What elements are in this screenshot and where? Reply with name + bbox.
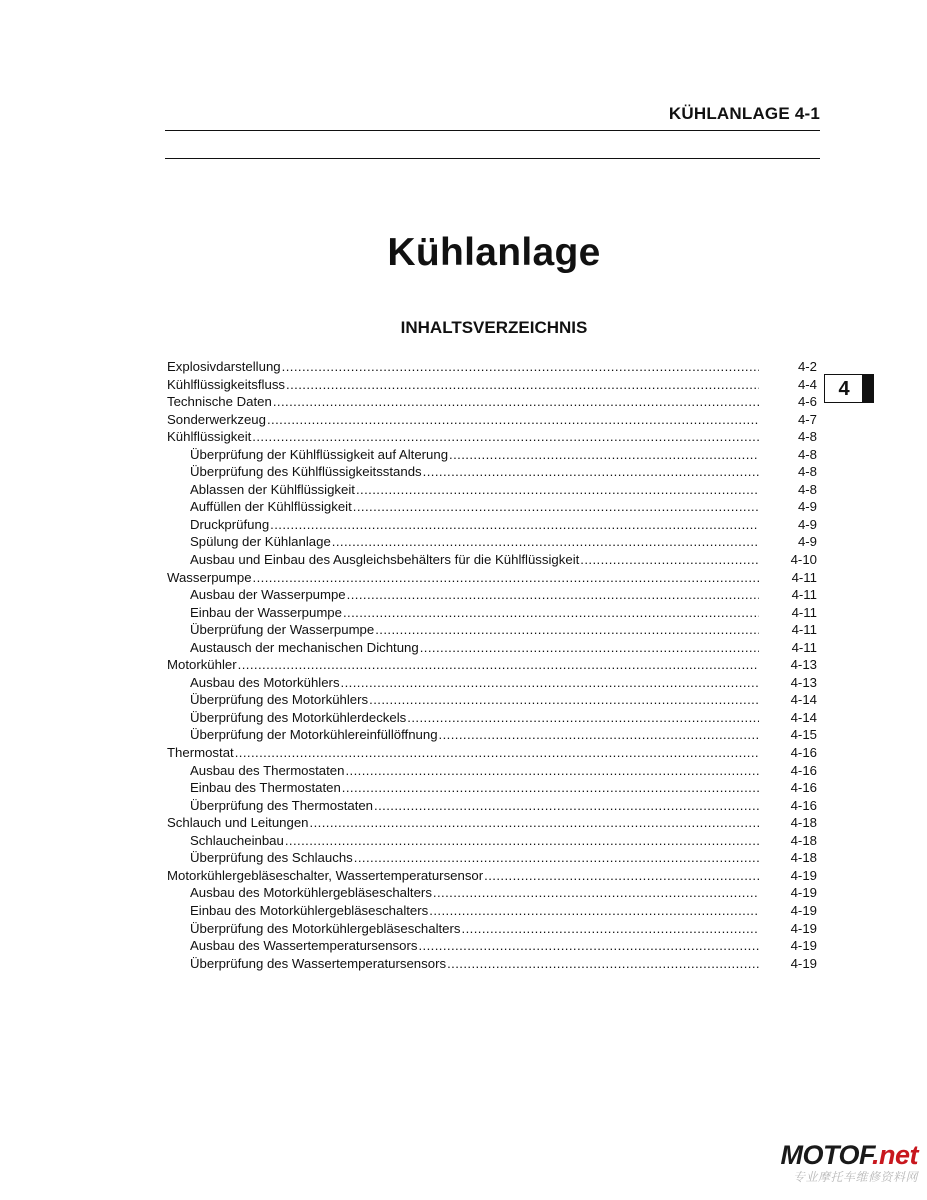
toc-entry-label: Auffüllen der Kühlflüssigkeit	[190, 499, 352, 515]
toc-entry-leader	[190, 691, 759, 709]
site-watermark	[752, 1140, 922, 1190]
toc-entry-leader	[190, 446, 759, 464]
toc-entry-label: Schlaucheinbau	[190, 832, 284, 848]
toc-entry-page: 4-11	[791, 639, 817, 655]
toc-entry-leader	[190, 551, 759, 569]
toc-entry[interactable]	[167, 639, 817, 657]
toc-entry-leader	[190, 849, 759, 867]
toc-entry-label: Einbau des Thermostaten	[190, 780, 341, 796]
toc-entry-page: 4-18	[790, 815, 817, 831]
toc-entry-page: 4-8	[797, 446, 817, 462]
toc-entry-leader	[167, 393, 759, 411]
toc-entry[interactable]	[167, 814, 817, 832]
toc-entry-label: Motorkühler	[167, 657, 237, 673]
toc-entry[interactable]	[167, 376, 817, 394]
watermark-tagline: 专业摩托车维修资料网	[792, 1170, 918, 1184]
toc-entry-leader	[190, 621, 759, 639]
chapter-tab-band	[862, 375, 873, 402]
toc-entry-label: Einbau des Motorkühlergebläseschalters	[190, 902, 429, 918]
toc-entry-leader	[167, 744, 759, 762]
toc-entry-page: 4-6	[797, 394, 817, 410]
running-header: KÜHLANLAGE 4-1	[668, 104, 820, 123]
toc-entry-page: 4-8	[797, 464, 817, 480]
toc-entry-label: Kühlflüssigkeit	[167, 429, 252, 445]
toc-entry-page: 4-14	[790, 709, 817, 725]
toc-entry-leader	[167, 358, 759, 376]
toc-entry-page: 4-9	[797, 516, 817, 532]
toc-entry-leader	[167, 376, 759, 394]
toc-entry-leader	[167, 656, 759, 674]
toc-entry-label: Ausbau des Thermostaten	[190, 762, 345, 778]
toc-entry-page: 4-19	[790, 955, 817, 971]
toc-entry-page: 4-19	[790, 938, 817, 954]
toc-entry-leader	[167, 867, 759, 885]
toc-entry-page: 4-14	[790, 692, 817, 708]
toc-entry-leader	[190, 463, 759, 481]
toc-entry-label: Explosivdarstellung	[167, 359, 281, 374]
table-of-contents	[167, 358, 817, 972]
header-rule-bottom	[165, 158, 820, 159]
toc-entry[interactable]	[167, 516, 817, 534]
toc-entry[interactable]	[167, 902, 817, 920]
toc-entry-page: 4-7	[797, 411, 817, 427]
toc-entry-leader	[190, 674, 759, 692]
watermark-logo	[780, 1140, 918, 1170]
toc-entry-label: Ausbau der Wasserpumpe	[190, 587, 346, 603]
toc-entry[interactable]	[167, 586, 817, 604]
toc-entry-leader	[190, 955, 759, 973]
toc-entry-leader	[167, 411, 759, 429]
toc-entry-page: 4-8	[797, 429, 817, 445]
toc-entry-page: 4-9	[797, 534, 817, 550]
header-rule-top	[165, 130, 820, 131]
toc-entry-leader	[190, 586, 759, 604]
toc-entry-leader	[167, 569, 759, 587]
toc-entry-leader	[190, 920, 759, 938]
toc-entry[interactable]	[167, 481, 817, 499]
toc-entry-leader	[190, 533, 759, 551]
toc-entry-label: Thermostat	[167, 745, 234, 761]
toc-entry[interactable]	[167, 446, 817, 464]
chapter-tab	[824, 374, 874, 403]
toc-entry-page: 4-11	[791, 622, 817, 638]
toc-entry-label: Überprüfung des Motorkühlerdeckels	[190, 709, 407, 725]
toc-entry-label: Überprüfung des Thermostaten	[190, 797, 374, 813]
toc-entry-page: 4-19	[790, 885, 817, 901]
toc-entry-page: 4-19	[790, 867, 817, 883]
toc-entry-label: Überprüfung des Wassertemperatursensors	[190, 955, 447, 971]
toc-entry[interactable]	[167, 849, 817, 867]
toc-entry-label: Überprüfung der Wasserpumpe	[190, 622, 375, 638]
toc-entry[interactable]	[167, 674, 817, 692]
toc-entry-label: Ausbau des Wassertemperatursensors	[190, 938, 418, 954]
toc-entry[interactable]	[167, 691, 817, 709]
toc-entry-leader	[190, 604, 759, 622]
toc-entry[interactable]	[167, 744, 817, 762]
toc-entry-leader	[167, 428, 759, 446]
toc-entry-label: Ausbau des Motorkühlergebläseschalters	[190, 885, 432, 901]
toc-entry-label: Überprüfung des Kühlflüssigkeitsstands	[190, 464, 422, 480]
toc-entry[interactable]	[167, 797, 817, 815]
toc-entry-page: 4-11	[791, 569, 817, 585]
watermark-brand-suffix: .net	[871, 1140, 918, 1170]
watermark-brand-main: MOTOF	[780, 1140, 872, 1170]
toc-entry[interactable]	[167, 533, 817, 551]
toc-entry-label: Einbau der Wasserpumpe	[190, 604, 342, 620]
toc-entry[interactable]	[167, 726, 817, 744]
toc-entry[interactable]	[167, 569, 817, 587]
toc-entry[interactable]	[167, 937, 817, 955]
toc-entry-leader	[190, 709, 759, 727]
toc-entry-label: Wasserpumpe	[167, 569, 252, 585]
toc-entry-label: Ablassen der Kühlflüssigkeit	[190, 481, 355, 497]
toc-entry[interactable]	[167, 498, 817, 516]
toc-entry-page: 4-13	[790, 674, 817, 690]
chapter-title: Kühlanlage	[387, 231, 601, 274]
toc-entry-page: 4-16	[790, 780, 817, 796]
toc-entry-label: Ausbau und Einbau des Ausgleichsbehälters für die Kühlflüssigkeit	[190, 552, 580, 568]
toc-entry[interactable]	[167, 604, 817, 622]
toc-entry-label: Überprüfung des Motorkühlergebläseschalters	[190, 920, 461, 936]
toc-entry-label: Sonderwerkzeug	[167, 411, 266, 427]
toc-entry-label: Motorkühlergebläseschalter, Wassertemperatursensor	[167, 867, 484, 883]
toc-heading: INHALTSVERZEICHNIS	[400, 318, 588, 337]
toc-entry[interactable]	[167, 762, 817, 780]
toc-entry[interactable]	[167, 656, 817, 674]
toc-entry-label: Überprüfung der Motorkühlereinfüllöffnung	[190, 727, 438, 743]
toc-entry-label: Druckprüfung	[190, 516, 270, 532]
toc-entry-leader	[190, 762, 759, 780]
toc-entry[interactable]	[167, 832, 817, 850]
toc-entry-label: Spülung der Kühlanlage	[190, 534, 331, 550]
toc-entry[interactable]	[167, 621, 817, 639]
toc-entry-label: Technische Daten	[167, 394, 272, 410]
toc-entry-label: Überprüfung des Motorkühlers	[190, 692, 369, 708]
toc-entry-page: 4-19	[790, 902, 817, 918]
toc-entry-page: 4-10	[790, 552, 817, 568]
toc-entry-leader	[190, 937, 759, 955]
toc-entry[interactable]	[167, 867, 817, 885]
toc-entry-page: 4-16	[790, 762, 817, 778]
toc-entry-label: Überprüfung des Schlauchs	[190, 850, 353, 866]
toc-entry-page: 4-18	[790, 832, 817, 848]
toc-entry-leader	[190, 832, 759, 850]
toc-entry[interactable]	[167, 884, 817, 902]
toc-entry[interactable]	[167, 428, 817, 446]
toc-entry[interactable]	[167, 709, 817, 727]
toc-entry-page: 4-19	[790, 920, 817, 936]
toc-entry-leader	[190, 516, 759, 534]
toc-entry-page: 4-18	[790, 850, 817, 866]
toc-entry[interactable]	[167, 955, 817, 973]
toc-entry-leader	[190, 902, 759, 920]
toc-entry-label: Schlauch und Leitungen	[167, 815, 309, 831]
toc-entry-leader	[190, 726, 759, 744]
toc-entry-page: 4-15	[790, 727, 817, 743]
toc-entry-label: Kühlflüssigkeitsfluss	[167, 376, 286, 392]
toc-entry[interactable]	[167, 920, 817, 938]
toc-entry[interactable]	[167, 779, 817, 797]
toc-entry-label: Ausbau des Motorkühlers	[190, 674, 340, 690]
toc-entry-page: 4-2	[797, 359, 817, 374]
toc-entry-page: 4-11	[791, 587, 817, 603]
toc-entry-page: 4-13	[790, 657, 817, 673]
toc-entry-leader	[190, 498, 759, 516]
toc-entry-label: Austausch der mechanischen Dichtung	[190, 639, 419, 655]
toc-entry-leader	[190, 779, 759, 797]
toc-entry-leader	[190, 481, 759, 499]
toc-entry[interactable]	[167, 411, 817, 429]
toc-entry[interactable]	[167, 551, 817, 569]
toc-entry[interactable]	[167, 358, 817, 376]
toc-entry-leader	[190, 639, 759, 657]
toc-entry-page: 4-16	[790, 797, 817, 813]
toc-entry-page: 4-8	[797, 481, 817, 497]
toc-entry-page: 4-9	[797, 499, 817, 515]
toc-entry-page: 4-16	[790, 745, 817, 761]
toc-entry-label: Überprüfung der Kühlflüssigkeit auf Alterung	[190, 446, 449, 462]
chapter-tab-number: 4	[838, 378, 850, 400]
toc-entry[interactable]	[167, 463, 817, 481]
toc-entry-leader	[190, 884, 759, 902]
toc-entry[interactable]	[167, 393, 817, 411]
toc-entry-leader	[167, 814, 759, 832]
toc-entry-page: 4-4	[797, 376, 817, 392]
toc-entry-leader	[190, 797, 759, 815]
toc-entry-page: 4-11	[791, 604, 817, 620]
